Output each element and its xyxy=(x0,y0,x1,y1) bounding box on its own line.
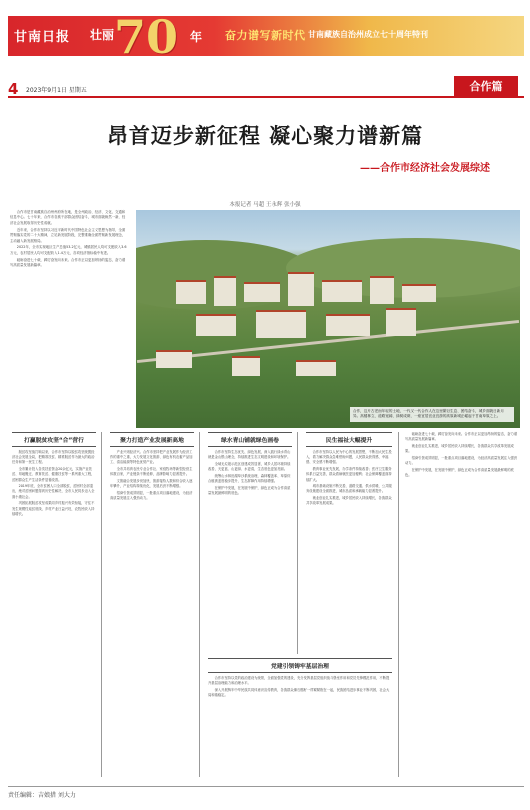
section-title: 党建引领铸牢基层治理 xyxy=(208,658,392,673)
photo-building xyxy=(326,314,370,336)
section-paragraph: 在保护中发展，在发展中保护，绿色正成为合作高质量发展最鲜明的底色。 xyxy=(208,485,291,495)
photo-building xyxy=(196,314,236,336)
anniversary-number: 70 xyxy=(114,10,179,64)
section-paragraph: 在保护中发展，在发展中保护，绿色正成为合作高质量发展最鲜明的底色。 xyxy=(405,467,514,477)
section-paragraph: 深入开展铸牢中华民族共同体意识宣传教育，各族群众像石榴籽一样紧紧抱在一起，民族团结进步事业不断巩固，社会大局和谐稳定。 xyxy=(208,687,390,698)
section-paragraph: 2019年底，全市贫困人口全部脱贫，贫困村全部退出，绝对贫困问题得到历史性解决，全市人民同步迈入全面小康社会。 xyxy=(12,484,95,499)
photo-building xyxy=(232,356,260,376)
section-paragraph: 招商引资成效明显，一批重点项目落地建设，为经济高质量发展注入强劲动力。 xyxy=(405,455,518,466)
section-paragraph: 巩固拓展脱贫攻坚成果同乡村振兴有效衔接，守住不发生规模性返贫底线，乡村产业日益兴旺，农牧民收入持续增长。 xyxy=(12,501,95,516)
section-paragraph: 合作市坚持以党的政治建设为统领，全面加强党的建设，充分发挥基层党组织战斗堡垒作用和党员先锋模范作用，不断提升基层治理能力和治理水平。 xyxy=(208,676,390,686)
photo-building xyxy=(214,276,236,306)
footer-editor: 责任编辑：吉娘措 刘大力 xyxy=(8,792,76,799)
section-paragraph: 全市累计投入各类扶贫资金20余亿元，实施产业扶贫、易地搬迁、教育扶贫、健康扶贫等一系列重大工程，贫困群众生产生活条件显著改善。 xyxy=(12,467,95,482)
section-paragraph: 产业兴则经济兴。合作市坚持把产业发展作为经济工作的重中之重，大力发展文化旅游、绿色有机农畜产品加工、清洁能源等特色优势产业。 xyxy=(110,450,193,465)
article-section-4 xyxy=(306,432,392,654)
page-bar xyxy=(8,80,524,98)
photo-building xyxy=(386,308,416,336)
photo-building xyxy=(244,282,280,302)
intro-paragraph: 2022年，全市实现地区生产总值53.2亿元，城镇居民人均可支配收入3.6万元，农村居民人均可支配收入1.4万元，各项经济指标稳中有进。 xyxy=(10,245,127,255)
section-paragraph: 砥砺奋进七十载，踔厉奋发向未来。合作市正以更加昂扬的姿态，奋力谱写高质量发展新篇章。 xyxy=(405,432,518,442)
masthead-special-issue: 甘南藏族自治州成立七十周年特刊 xyxy=(308,30,428,39)
article-byline: 本报记者 马超 王永辉 张小强 xyxy=(229,202,301,208)
section-title: 绿水青山铺就绿色画卷 xyxy=(208,432,292,447)
column-divider xyxy=(101,432,102,777)
city-aerial-photo xyxy=(136,210,520,428)
page-date: 2023年9月1日 星期五 xyxy=(26,87,87,94)
section-badge: 合作篇 xyxy=(454,76,518,98)
column-divider xyxy=(297,432,298,654)
photo-building xyxy=(288,272,314,306)
section-paragraph: 文旅融合发展步伐加快，旅游接待人数和综合收入逐年攀升，产业结构持续优化，发展后劲不断增强。 xyxy=(110,479,193,489)
page-footer xyxy=(8,786,524,799)
article-section-4-continued xyxy=(405,432,520,777)
article-section-5 xyxy=(208,658,392,700)
section-paragraph: 合作市坚持生态优先、绿色发展，深入践行绿水青山就是金山银山理念，持续推进生态文明建设和环境保护。 xyxy=(208,450,291,460)
section-paragraph: 脱贫攻坚战打响以来，合作市坚持以脱贫攻坚统揽经济社会发展全局，把精准扶贫、精准脱贫作为最大的政治任务和第一民生工程。 xyxy=(12,450,95,465)
article-subhead: ——合作市经济社会发展综述 xyxy=(360,163,490,174)
article-intro xyxy=(10,210,128,428)
section-paragraph: 全域无垃圾示范区创建成效显著，城乡人居环境持续改善，天更蓝、山更绿、水更清，生态底色更加亮丽。 xyxy=(208,461,291,472)
photo-building xyxy=(156,350,192,368)
paper-logo: 甘南日报 xyxy=(14,30,71,45)
photo-building xyxy=(256,310,306,338)
section-title: 民生福祉大幅提升 xyxy=(306,432,392,447)
column-divider xyxy=(398,432,399,777)
photo-building xyxy=(370,276,394,304)
masthead xyxy=(0,0,530,78)
section-paragraph: 就业创业扎实推进，城乡居民收入持续增长，各族群众共享改革发展成果。 xyxy=(405,443,514,454)
intro-paragraph: 合作市是甘南藏族自治州州府所在地，是全州政治、经济、文化、交通和信息中心。七十年来，合作市各族干部群众团结奋斗，城市面貌焕然一新，经济社会发展取得历史性成就。 xyxy=(10,210,126,225)
section-paragraph: 统筹山水林田湖草沙系统治理，森林覆盖率、草原综合植被盖度稳步提升，生态屏障作用持续增强。 xyxy=(208,473,291,484)
article-section-2 xyxy=(110,432,194,777)
section-paragraph: 合作市坚持以人民为中心的发展思想，不断加大民生投入，着力解决群众急难愁盼问题，人民群众获得感、幸福感、安全感不断增强。 xyxy=(306,450,392,465)
article-section-1 xyxy=(12,432,96,777)
section-paragraph: 招商引资成效明显，一批重点项目落地建设，为经济高质量发展注入强劲动力。 xyxy=(110,490,193,501)
section-paragraph: 城市基础设施不断完善，道路交通、供水供暖、公共服务设施建设全面推进，城市品质和承载能力显著提升。 xyxy=(306,484,392,494)
photo-building xyxy=(322,280,362,302)
column-divider xyxy=(199,432,200,777)
photo-building xyxy=(176,280,206,304)
photo-caption: 合作，这片古老而年轻的土地，一代又一代合作人在这里繁衍生息、团结奋斗，城乡面貌日新月异。高楼林立、道路宽阔、绿树成荫，一座宜居宜业宜游的高原新城正崛起于甘南草原之上。 xyxy=(350,407,514,422)
section-paragraph: 教育事业优先发展，办学条件持续改善；医疗卫生服务体系日益完善，群众看病就医更加便利；社会保障覆盖面持续扩大。 xyxy=(306,467,392,482)
article-section-3 xyxy=(208,432,292,654)
section-title: 打赢脱贫攻坚“合”营行 xyxy=(12,432,96,447)
masthead-prefix: 壮丽 xyxy=(90,28,115,42)
photo-building xyxy=(402,284,436,302)
section-paragraph: 全市共培育农民专业合作社、家庭牧场等新型经营主体数百家，产业链条不断延伸，品牌影响力显著提升。 xyxy=(110,467,193,477)
photo-building xyxy=(296,360,336,376)
article-headline: 昂首迈步新征程 凝心聚力谱新篇 xyxy=(106,123,424,148)
intro-paragraph: 砥砺奋进七十载，踔厉奋发向未来。合作市正以更加昂扬的姿态，奋力谱写高质量发展新篇章。 xyxy=(10,257,126,268)
intro-paragraph: 近年来，合作市坚持以习近平新时代中国特色社会主义思想为指导，全面贯彻落实党的二十大精神，立足新发展阶段，完整准确全面贯彻新发展理念，主动融入新发展格局。 xyxy=(10,227,126,243)
masthead-slogan: 奋力谱写新时代 xyxy=(225,29,306,42)
page-number: 4 xyxy=(8,80,19,98)
section-paragraph: 就业创业扎实推进，城乡居民收入持续增长，各族群众共享改革发展成果。 xyxy=(306,496,392,506)
anniversary-70-logo xyxy=(114,10,192,62)
section-title: 聚力打造产业发展新高地 xyxy=(110,432,194,447)
masthead-year-suffix: 年 xyxy=(190,30,203,44)
